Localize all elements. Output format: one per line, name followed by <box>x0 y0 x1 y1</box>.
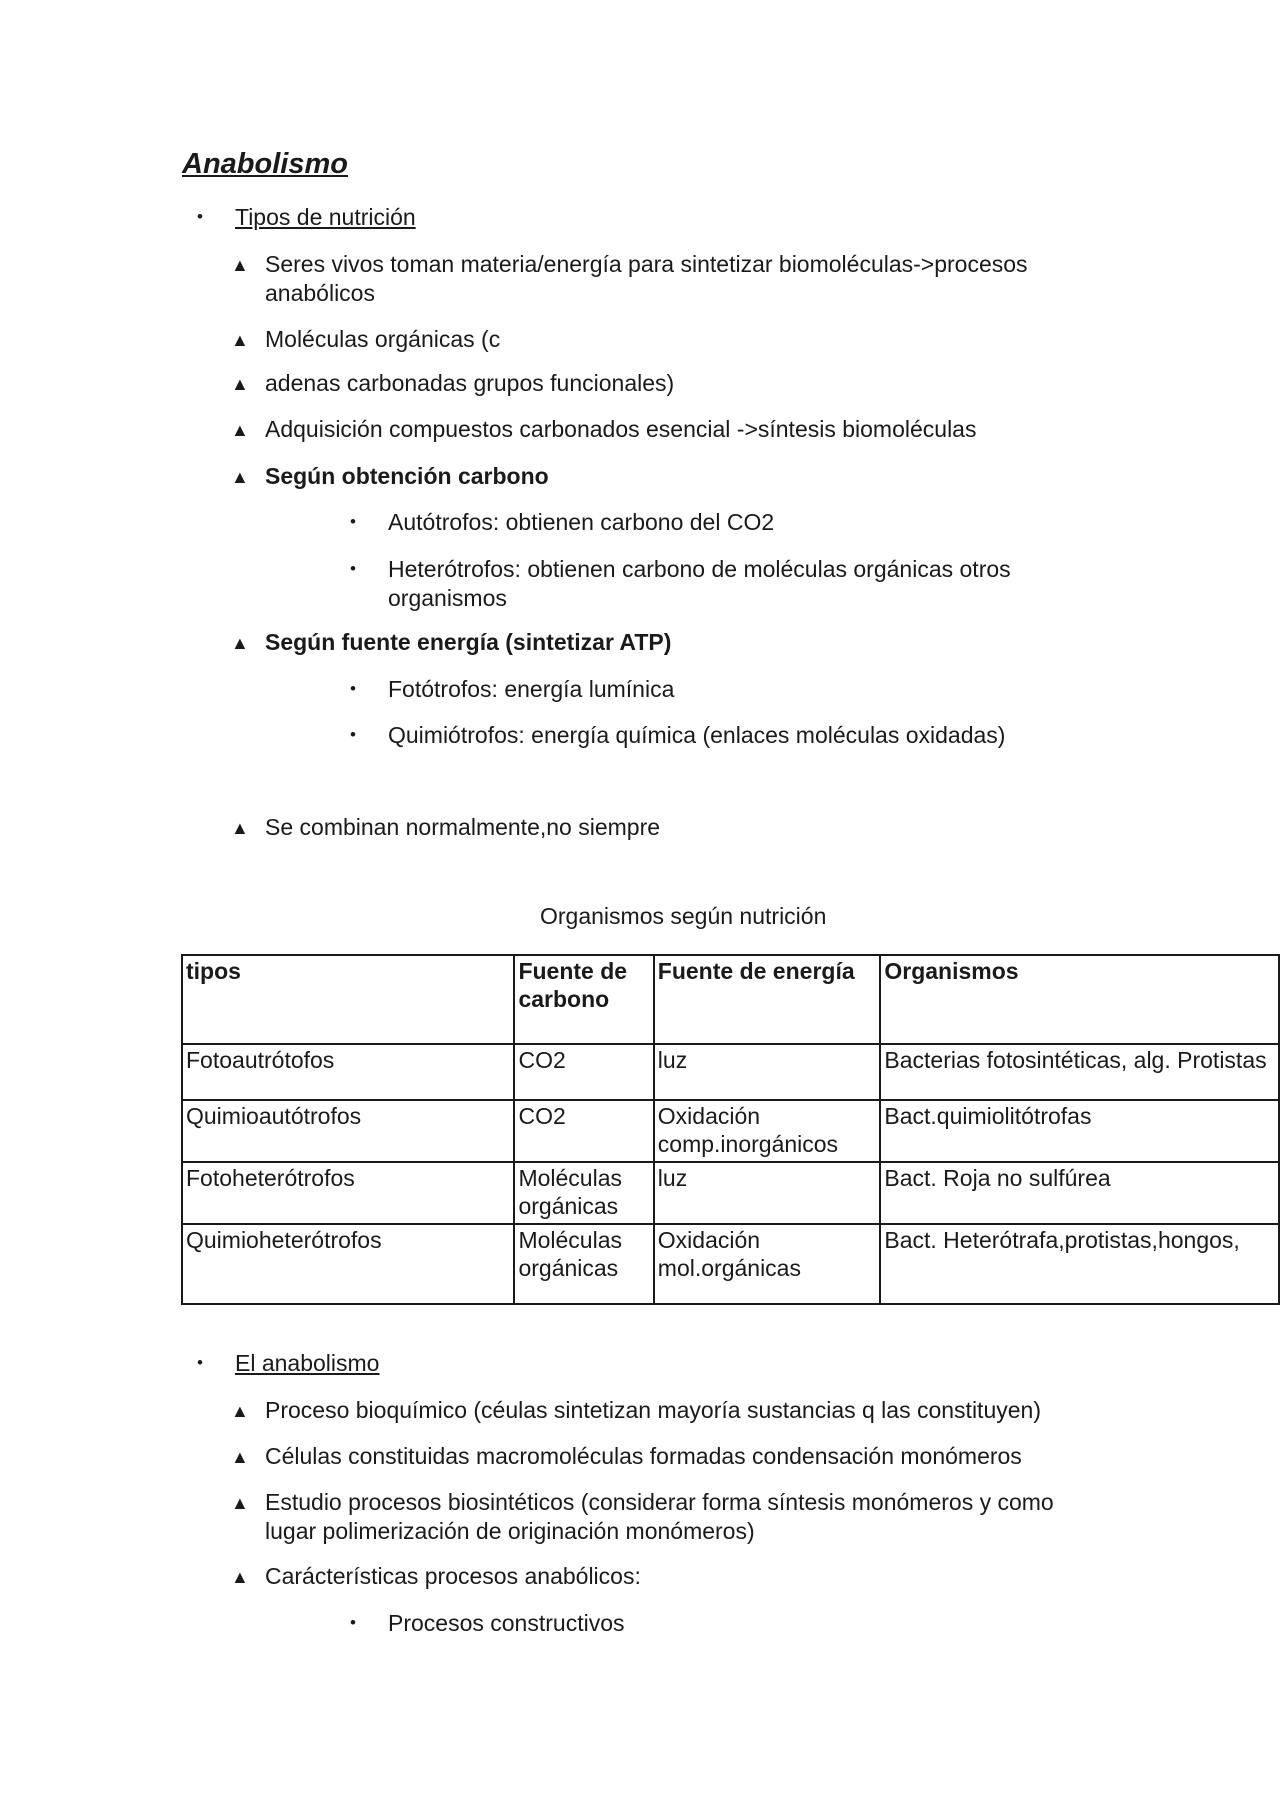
list-item-text: Células constituidas macromoléculas formadas condensación monómeros <box>265 1443 1022 1469</box>
sub-list-item-text: Heterótrofos: obtienen carbono de moléculas orgánicas otros organismos <box>388 556 1011 611</box>
table-caption: Organismos según nutrición <box>540 903 827 929</box>
table-row <box>182 1224 1279 1304</box>
table-header-cell: tipos <box>182 955 514 1044</box>
table-cell: Quimioautótrofos <box>182 1100 514 1162</box>
table-cell: Quimioheterótrofos <box>182 1224 514 1304</box>
subheading-text: Según obtención carbono <box>265 463 549 489</box>
triangle-bullet-icon: ▲ <box>231 1567 249 1587</box>
list-item-text: Estudio procesos biosintéticos (considerar forma síntesis monómeros y como lugar polimerización de originación monómeros) <box>265 1489 1054 1544</box>
triangle-bullet-icon: ▲ <box>231 374 249 394</box>
table-cell: Bact. Heterótrafa,protistas,hongos, <box>880 1224 1279 1304</box>
table-cell: luz <box>654 1044 881 1100</box>
table-cell: Bacterias fotosintéticas, alg. Protistas <box>880 1044 1279 1100</box>
section-heading-label: El anabolismo <box>235 1350 380 1376</box>
table-cell: CO2 <box>514 1100 653 1162</box>
table-cell: Bact.quimiolitótrofas <box>880 1100 1279 1162</box>
bullet-icon: • <box>350 512 356 531</box>
table-cell: Fotoautrótofos <box>182 1044 514 1100</box>
triangle-bullet-icon: ▲ <box>231 818 249 838</box>
table-header-row <box>182 955 1279 1044</box>
table-cell: Bact. Roja no sulfúrea <box>880 1162 1279 1224</box>
list-item-text: Carácterísticas procesos anabólicos: <box>265 1563 641 1589</box>
table-header-cell: Fuente de carbono <box>514 955 653 1044</box>
table-header-cell: Fuente de energía <box>654 955 881 1044</box>
triangle-bullet-icon: ▲ <box>231 1401 249 1421</box>
triangle-bullet-icon: ▲ <box>231 1493 249 1513</box>
triangle-bullet-icon: ▲ <box>231 633 249 653</box>
table-cell: Oxidación mol.orgánicas <box>654 1224 881 1304</box>
section-heading-label: Tipos de nutrición <box>235 204 416 230</box>
subheading-text: Según fuente energía (sintetizar ATP) <box>265 629 672 655</box>
table-cell: Oxidación comp.inorgánicos <box>654 1100 881 1162</box>
list-item-text: Seres vivos toman materia/energía para sintetizar biomoléculas->procesos anabólicos <box>265 251 1028 306</box>
triangle-bullet-icon: ▲ <box>231 420 249 440</box>
table-cell: Fotoheterótrofos <box>182 1162 514 1224</box>
bullet-icon: • <box>350 559 356 578</box>
sub-list-item-text: Fotótrofos: energía lumínica <box>388 676 675 702</box>
table-row <box>182 1044 1279 1100</box>
table-cell: Moléculas orgánicas <box>514 1162 653 1224</box>
triangle-bullet-icon: ▲ <box>231 330 249 350</box>
list-item-text: Moléculas orgánicas (c <box>265 326 501 352</box>
table-cell: Moléculas orgánicas <box>514 1224 653 1304</box>
bullet-icon: • <box>197 207 203 226</box>
bullet-icon: • <box>350 725 356 744</box>
triangle-bullet-icon: ▲ <box>231 467 249 487</box>
bullet-icon: • <box>350 679 356 698</box>
sub-list-item-text: Quimiótrofos: energía química (enlaces moléculas oxidadas) <box>388 722 1006 748</box>
triangle-bullet-icon: ▲ <box>231 1447 249 1467</box>
page-title: Anabolismo <box>182 148 348 180</box>
list-item-text: Se combinan normalmente,no siempre <box>265 814 661 840</box>
table-row <box>182 1162 1279 1224</box>
triangle-bullet-icon: ▲ <box>231 255 249 275</box>
sub-list-item-text: Autótrofos: obtienen carbono del CO2 <box>388 509 775 535</box>
bullet-icon: • <box>350 1613 356 1632</box>
table-row <box>182 1100 1279 1162</box>
list-item-text: adenas carbonadas grupos funcionales) <box>265 370 675 396</box>
sub-list-item-text: Procesos constructivos <box>388 1610 625 1636</box>
list-item-text: Proceso bioquímico (céulas sintetizan mayoría sustancias q las constituyen) <box>265 1397 1041 1423</box>
table-cell: luz <box>654 1162 881 1224</box>
bullet-icon: • <box>197 1353 203 1372</box>
table-cell: CO2 <box>514 1044 653 1100</box>
list-item-text: Adquisición compuestos carbonados esencial ->síntesis biomoléculas <box>265 416 977 442</box>
table-header-cell: Organismos <box>880 955 1279 1044</box>
nutrition-table <box>181 954 1280 1305</box>
